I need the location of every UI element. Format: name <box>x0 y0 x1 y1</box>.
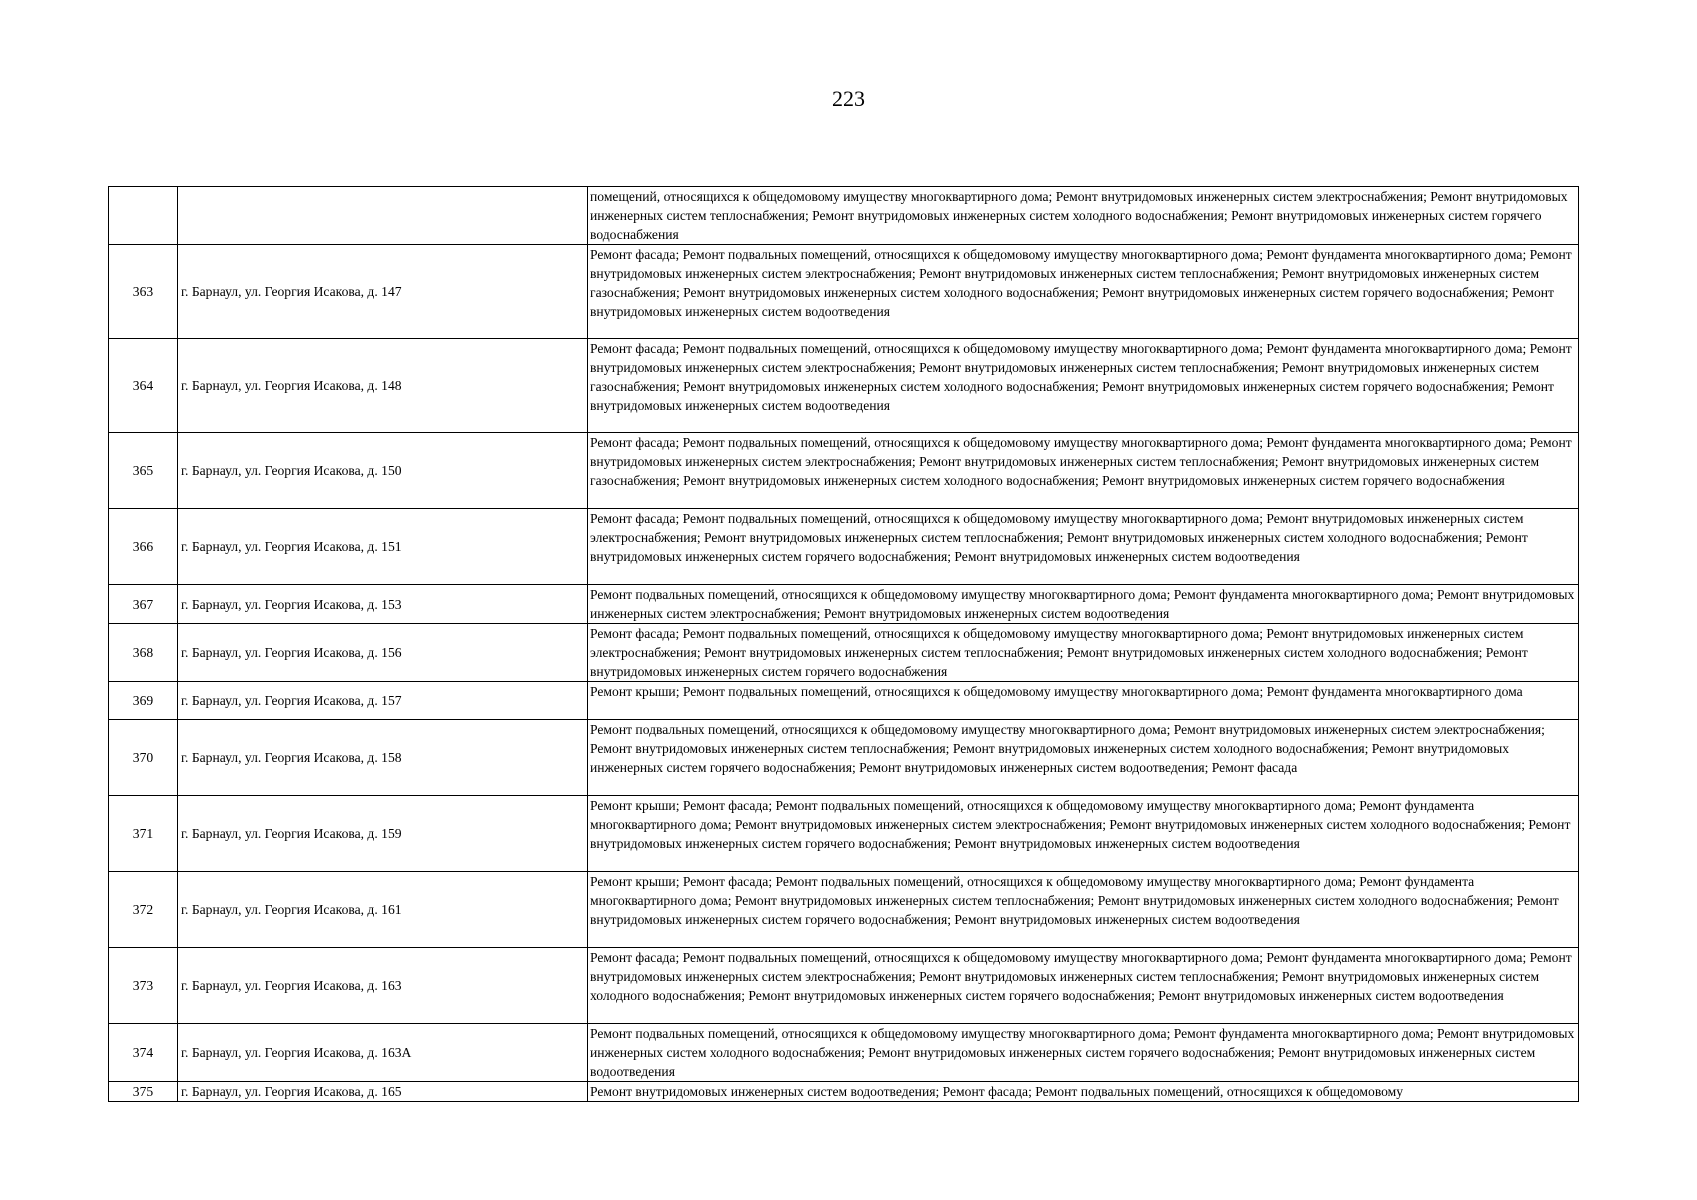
row-number: 363 <box>109 245 178 339</box>
row-work: помещений, относящихся к общедомовому имуществу многоквартирного дома; Ремонт внутридомовых инженерных систем электроснабжения; Ремонт внутридомовых инженерных систем теплоснабжения; Ремонт внутридомовых инженерных систем холодного водоснабжения; Ремонт внутридомовых инженерных систем горячего водоснабжения <box>588 187 1579 245</box>
row-address: г. Барнаул, ул. Георгия Исакова, д. 163 <box>178 948 588 1024</box>
row-address: г. Барнаул, ул. Георгия Исакова, д. 159 <box>178 796 588 872</box>
table-row <box>109 585 1579 624</box>
row-number: 374 <box>109 1024 178 1082</box>
row-work: Ремонт фасада; Ремонт подвальных помещений, относящихся к общедомовому имуществу многоквартирного дома; Ремонт фундамента многоквартирного дома; Ремонт внутридомовых инженерных систем электроснабжения; Ремонт внутридомовых инженерных систем теплоснабжения; Ремонт внутридомовых инженерных систем газоснабжения; Ремонт внутридомовых инженерных систем холодного водоснабжения; Ремонт внутридомовых инженерных систем горячего водоснабжения; Ремонт внутридомовых инженерных систем водоотведения <box>588 245 1579 339</box>
row-address: г. Барнаул, ул. Георгия Исакова, д. 158 <box>178 720 588 796</box>
row-address: г. Барнаул, ул. Георгия Исакова, д. 163А <box>178 1024 588 1082</box>
row-number: 365 <box>109 433 178 509</box>
table-row <box>109 1024 1579 1082</box>
row-number: 366 <box>109 509 178 585</box>
row-address: г. Барнаул, ул. Георгия Исакова, д. 147 <box>178 245 588 339</box>
table-row <box>109 187 1579 245</box>
page-number: 223 <box>832 86 865 111</box>
row-work: Ремонт крыши; Ремонт фасада; Ремонт подвальных помещений, относящихся к общедомовому имуществу многоквартирного дома; Ремонт фундамента многоквартирного дома; Ремонт внутридомовых инженерных систем теплоснабжения; Ремонт внутридомовых инженерных систем холодного водоснабжения; Ремонт внутридомовых инженерных систем горячего водоснабжения; Ремонт внутридомовых инженерных систем водоотведения <box>588 872 1579 948</box>
row-address <box>178 187 588 245</box>
table-row <box>109 796 1579 872</box>
table-row <box>109 245 1579 339</box>
row-address: г. Барнаул, ул. Георгия Исакова, д. 165 <box>178 1082 588 1102</box>
row-number: 364 <box>109 339 178 433</box>
row-number: 372 <box>109 872 178 948</box>
table-row <box>109 433 1579 509</box>
row-number: 368 <box>109 624 178 682</box>
table-row <box>109 1082 1579 1102</box>
row-address: г. Барнаул, ул. Георгия Исакова, д. 151 <box>178 509 588 585</box>
row-work: Ремонт крыши; Ремонт фасада; Ремонт подвальных помещений, относящихся к общедомовому имуществу многоквартирного дома; Ремонт фундамента многоквартирного дома; Ремонт внутридомовых инженерных систем электроснабжения; Ремонт внутридомовых инженерных систем холодного водоснабжения; Ремонт внутридомовых инженерных систем горячего водоснабжения; Ремонт внутридомовых инженерных систем водоотведения <box>588 796 1579 872</box>
row-address: г. Барнаул, ул. Георгия Исакова, д. 148 <box>178 339 588 433</box>
row-number: 375 <box>109 1082 178 1102</box>
repair-table <box>108 186 1579 1102</box>
row-number <box>109 187 178 245</box>
row-address: г. Барнаул, ул. Георгия Исакова, д. 156 <box>178 624 588 682</box>
table-row <box>109 339 1579 433</box>
row-number: 369 <box>109 682 178 720</box>
table-row <box>109 720 1579 796</box>
row-work: Ремонт подвальных помещений, относящихся к общедомовому имуществу многоквартирного дома; Ремонт фундамента многоквартирного дома; Ремонт внутридомовых инженерных систем холодного водоснабжения; Ремонт внутридомовых инженерных систем горячего водоснабжения; Ремонт внутридомовых инженерных систем водоотведения <box>588 1024 1579 1082</box>
row-number: 373 <box>109 948 178 1024</box>
row-work: Ремонт фасада; Ремонт подвальных помещений, относящихся к общедомовому имуществу многоквартирного дома; Ремонт внутридомовых инженерных систем электроснабжения; Ремонт внутридомовых инженерных систем теплоснабжения; Ремонт внутридомовых инженерных систем холодного водоснабжения; Ремонт внутридомовых инженерных систем горячего водоснабжения; Ремонт внутридомовых инженерных систем водоотведения <box>588 509 1579 585</box>
row-work: Ремонт фасада; Ремонт подвальных помещений, относящихся к общедомовому имуществу многоквартирного дома; Ремонт фундамента многоквартирного дома; Ремонт внутридомовых инженерных систем электроснабжения; Ремонт внутридомовых инженерных систем теплоснабжения; Ремонт внутридомовых инженерных систем газоснабжения; Ремонт внутридомовых инженерных систем холодного водоснабжения; Ремонт внутридомовых инженерных систем горячего водоснабжения; Ремонт внутридомовых инженерных систем водоотведения <box>588 339 1579 433</box>
table-row <box>109 872 1579 948</box>
row-address: г. Барнаул, ул. Георгия Исакова, д. 157 <box>178 682 588 720</box>
row-number: 370 <box>109 720 178 796</box>
table-row <box>109 682 1579 720</box>
row-number: 367 <box>109 585 178 624</box>
table-row <box>109 948 1579 1024</box>
row-address: г. Барнаул, ул. Георгия Исакова, д. 150 <box>178 433 588 509</box>
row-address: г. Барнаул, ул. Георгия Исакова, д. 161 <box>178 872 588 948</box>
row-number: 371 <box>109 796 178 872</box>
table-row <box>109 509 1579 585</box>
row-address: г. Барнаул, ул. Георгия Исакова, д. 153 <box>178 585 588 624</box>
row-work: Ремонт подвальных помещений, относящихся к общедомовому имуществу многоквартирного дома; Ремонт внутридомовых инженерных систем электроснабжения; Ремонт внутридомовых инженерных систем теплоснабжения; Ремонт внутридомовых инженерных систем холодного водоснабжения; Ремонт внутридомовых инженерных систем горячего водоснабжения; Ремонт внутридомовых инженерных систем водоотведения; Ремонт фасада <box>588 720 1579 796</box>
row-work: Ремонт подвальных помещений, относящихся к общедомовому имуществу многоквартирного дома; Ремонт фундамента многоквартирного дома; Ремонт внутридомовых инженерных систем электроснабжения; Ремонт внутридомовых инженерных систем водоотведения <box>588 585 1579 624</box>
table-row <box>109 624 1579 682</box>
row-work: Ремонт фасада; Ремонт подвальных помещений, относящихся к общедомовому имуществу многоквартирного дома; Ремонт фундамента многоквартирного дома; Ремонт внутридомовых инженерных систем электроснабжения; Ремонт внутридомовых инженерных систем теплоснабжения; Ремонт внутридомовых инженерных систем холодного водоснабжения; Ремонт внутридомовых инженерных систем горячего водоснабжения; Ремонт внутридомовых инженерных систем водоотведения <box>588 948 1579 1024</box>
row-work: Ремонт крыши; Ремонт подвальных помещений, относящихся к общедомовому имуществу многоквартирного дома; Ремонт фундамента многоквартирного дома <box>588 682 1579 720</box>
row-work: Ремонт фасада; Ремонт подвальных помещений, относящихся к общедомовому имуществу многоквартирного дома; Ремонт фундамента многоквартирного дома; Ремонт внутридомовых инженерных систем электроснабжения; Ремонт внутридомовых инженерных систем теплоснабжения; Ремонт внутридомовых инженерных систем газоснабжения; Ремонт внутридомовых инженерных систем холодного водоснабжения; Ремонт внутридомовых инженерных систем горячего водоснабжения <box>588 433 1579 509</box>
row-work: Ремонт фасада; Ремонт подвальных помещений, относящихся к общедомовому имуществу многоквартирного дома; Ремонт внутридомовых инженерных систем электроснабжения; Ремонт внутридомовых инженерных систем теплоснабжения; Ремонт внутридомовых инженерных систем холодного водоснабжения; Ремонт внутридомовых инженерных систем горячего водоснабжения <box>588 624 1579 682</box>
row-work: Ремонт внутридомовых инженерных систем водоотведения; Ремонт фасада; Ремонт подвальных помещений, относящихся к общедомовому <box>588 1082 1579 1102</box>
